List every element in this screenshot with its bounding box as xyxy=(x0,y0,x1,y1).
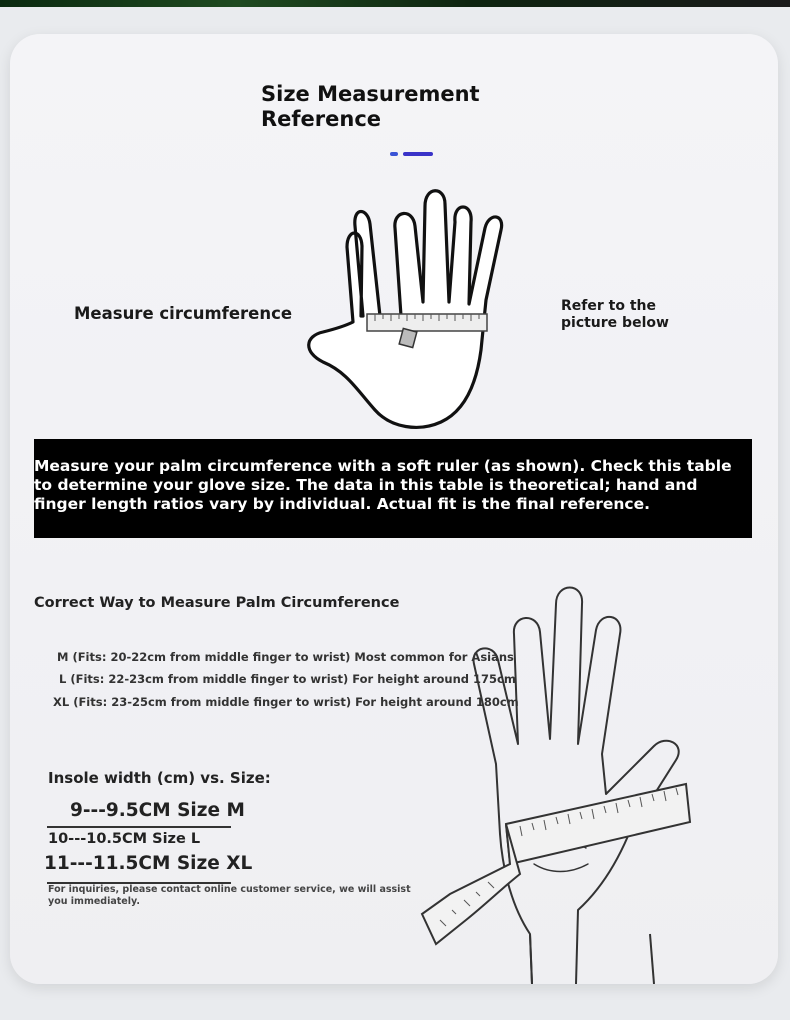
insole-row-l: 10---10.5CM Size L xyxy=(48,831,201,847)
content-card xyxy=(10,34,778,984)
measure-circumference-label: Measure circumference xyxy=(74,304,293,323)
correct-way-title: Correct Way to Measure Palm Circumference xyxy=(34,595,400,611)
page-title: Size Measurement Reference xyxy=(261,82,480,131)
divider xyxy=(47,826,231,828)
top-bar xyxy=(0,0,790,7)
size-m-line: M (Fits: 20-22cm from middle finger to wrist) Most common for Asians xyxy=(57,650,514,664)
size-xl-line: XL (Fits: 23-25cm from middle finger to wrist) For height around 180cm xyxy=(53,695,519,709)
title-accent xyxy=(390,152,434,156)
instruction-banner: Measure your palm circumference with a soft ruler (as shown). Check this table to determine your glove size. The data in this table is theoretical; hand and finger length ratios vary by individual. Actual fit is the final reference. xyxy=(34,439,752,538)
insole-row-xl: 11---11.5CM Size XL xyxy=(44,853,253,874)
measuring-tape-icon xyxy=(422,784,690,944)
insole-title: Insole width (cm) vs. Size: xyxy=(48,769,271,787)
hand-ruler-illustration xyxy=(295,184,505,434)
contact-note: For inquiries, please contact online customer service, we will assist you immediately. xyxy=(48,884,411,907)
size-l-line: L (Fits: 22-23cm from middle finger to wrist) For height around 175cm xyxy=(59,672,516,686)
insole-row-m: 9---9.5CM Size M xyxy=(70,800,245,821)
hand-tape-illustration xyxy=(410,574,770,984)
refer-picture-label: Refer to the picture below xyxy=(561,298,669,331)
